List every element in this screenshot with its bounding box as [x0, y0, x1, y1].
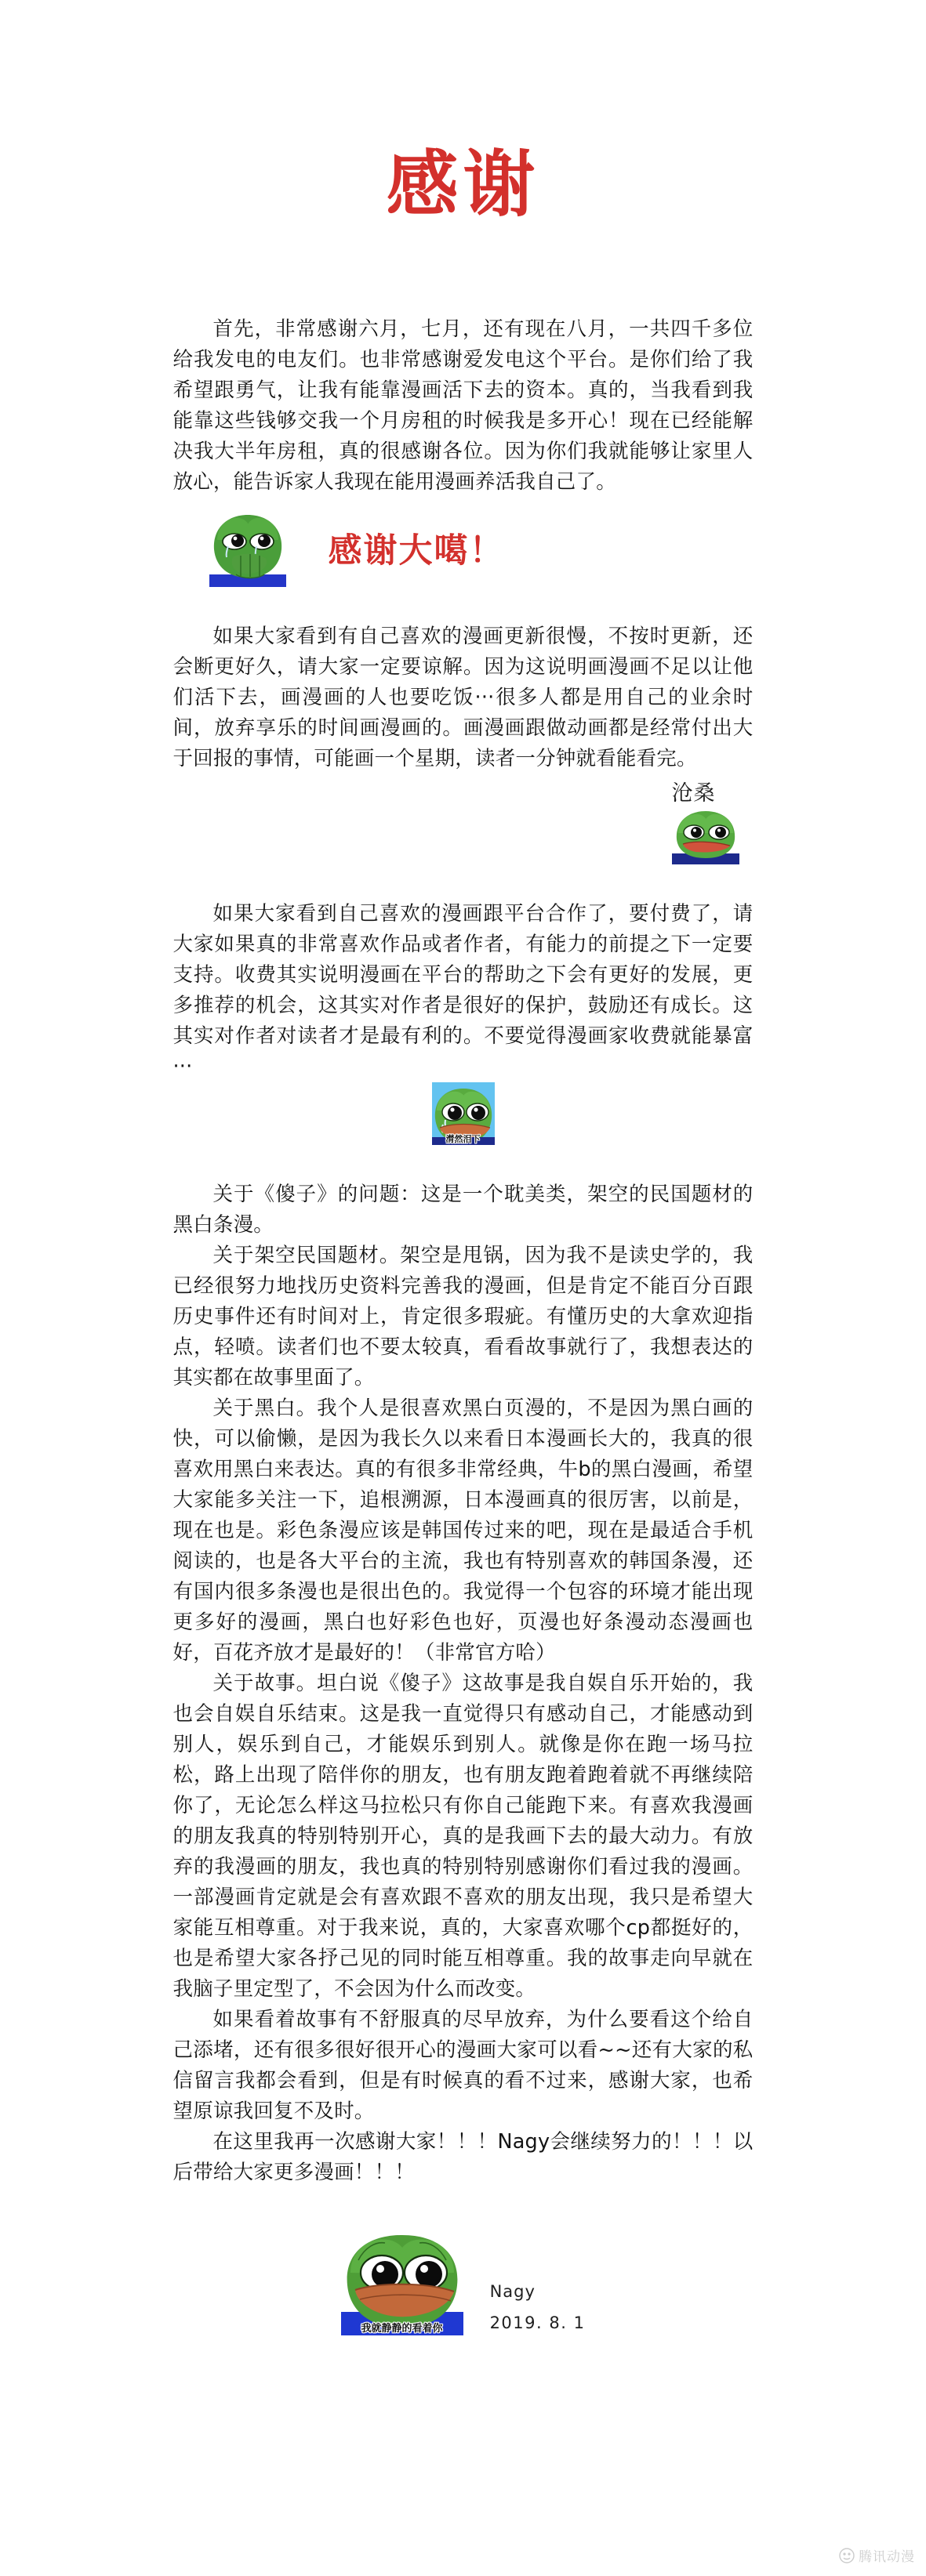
signature-date: 2019. 8. 1 [489, 2313, 586, 2333]
pepe-staring-watching-you-image [341, 2224, 463, 2335]
meme4-label: 我就静静的看着你 [361, 2323, 443, 2335]
paragraph-9: 在这里我再一次感谢大家！！！Nagy会继续努力的！！！以后带给大家更多漫画！！！ [172, 2130, 754, 2185]
page-title-area [0, 0, 926, 269]
pepe-crying-covering-mouth-image [209, 509, 286, 587]
paragraph-2: 如果大家看到有自己喜欢的漫画更新很慢，不按时更新，还会断更好久，请大家一定要谅解。因为这说明画漫画不足以让他们活下去，画漫画的人也要吃饭···很多人都是用自己的业余时间，放弃享乐的时间画漫画的。画漫画跟做动画都是经常付出大于回报的事情，可能画一个星期，读者一分钟就看能看完。 [172, 625, 754, 771]
paragraph-4: 关于《傻子》的问题：这是一个耽美类，架空的民国题材的黑白条漫。 [172, 1183, 754, 1237]
spacer [0, 864, 926, 899]
watermark-text: 腾讯动漫 [859, 2549, 915, 2565]
thanks-big-caption: 感谢大噶！ [328, 531, 505, 571]
paragraph-block-2 [173, 621, 754, 774]
paragraph-7: 关于故事。坦白说《傻子》这故事是我自娱自乐开始的，我也会自娱自乐结束。这是我一直觉得只有感动自己，才能感动到别人，娱乐到自己，才能娱乐到别人。就像是你在跑一场马拉松，路上出现了陪伴你的朋友，也有朋友跑着跑着就不再继续陪你了，无论怎么样这马拉松只有你自己能跑下来。有喜欢我漫画的朋友我真的特别特别开心，真的是我画下去的最大动力。有放弃的我漫画的朋友，我也真的特别特别感谢你们看过我的漫画。一部漫画肯定就是会有喜欢跟不喜欢的朋友出现，我只是希望大家能互相尊重。对于我来说，真的，大家喜欢哪个cp都挺好的，也是希望大家各抒己见的同时能互相尊重。我的故事走向早就在我脑子里定型了，不会因为什么而改变。 [172, 1672, 754, 2002]
paragraph-8: 如果看着故事有不舒服真的尽早放弃，为什么要看这个给自己添堵，还有很多很好很开心的漫画大家可以看~~还有大家的私信留言我都会看到，但是有时候真的看不过来，感谢大家，也希望原谅我回复不及时。 [172, 2008, 754, 2124]
figure-row-thanks [173, 498, 754, 587]
author-name: Nagy [489, 2282, 536, 2302]
spacer [0, 269, 926, 314]
paragraph-6: 关于黑白。我个人是很喜欢黑白页漫的，不是因为黑白画的快，可以偷懒，是因为我长久以来看日本漫画长大的，我真的很喜欢用黑白来表达。真的有很多非常经典，牛b的黑白漫画，希望大家能多关注一下，追根溯源，日本漫画真的很厉害，以前是，现在也是。彩色条漫应该是韩国传过来的吧，现在是最适合手机阅读的，也是各大平台的主流，我也有特别喜欢的韩国条漫，还有国内很多条漫也是很出色的。我觉得一个包容的环境才能出现更多好的漫画，黑白也好彩色也好，页漫也好条漫动态漫画也好，百花齐放才是最好的！（非常官方哈） [172, 1397, 754, 1665]
paragraph-1: 首先，非常感谢六月，七月，还有现在八月，一共四千多位给我发电的电友们。也非常感谢爱发电这个平台。是你们给了我希望跟勇气，让我有能靠漫画活下去的资本。真的，当我看到我能靠这些钱够交我一个月房租的时候我是多开心！现在已经能解决我大半年房租，真的很感谢各位。因为你们我就能够让家里人放心，能告诉家人我现在能用漫画养活我自己了。 [172, 317, 754, 495]
signature-text [490, 2282, 586, 2335]
page-title: 感谢 [386, 142, 540, 226]
paragraph-3: 如果大家看到自己喜欢的漫画跟平台合作了，要付费了，请大家如果真的非常喜欢作品或者作者，有能力的前提之下一定要支持。收费其实说明漫画在平台的帮助之下会有更好的发展，更多推荐的机会，这其实对作者是很好的保护，鼓励还有成长。这其实对作者对读者才是最有利的。不要觉得漫画家收费就能暴富··· [172, 902, 754, 1079]
weathered-caption: 沧桑 [671, 781, 716, 806]
pepe-sad-teary-image [432, 1082, 495, 1145]
watermark-logo-icon [839, 2548, 855, 2563]
paragraph-block-long [173, 1179, 754, 2188]
signature-row [111, 2188, 816, 2335]
spacer [0, 1145, 926, 1179]
paragraph-block-1 [173, 314, 754, 498]
spacer [0, 587, 926, 621]
meme3-label: 潸然泪下 [445, 1134, 481, 1145]
pepe-smug-weathered-image [672, 806, 739, 864]
figure-row-weathered [173, 774, 754, 864]
watermark [839, 2545, 915, 2565]
paragraph-block-3 [173, 899, 754, 1082]
figure-row-sad-pepe [173, 1082, 754, 1145]
paragraph-5: 关于架空民国题材。架空是甩锅，因为我不是读史学的，我已经很努力地找历史资料完善我的漫画，但是肯定不能百分百跟历史事件还有时间对上，肯定很多瑕疵。有懂历史的大拿欢迎指点，轻喷。读者们也不要太较真，看看故事就行了，我想表达的其实都在故事里面了。 [172, 1244, 754, 1390]
